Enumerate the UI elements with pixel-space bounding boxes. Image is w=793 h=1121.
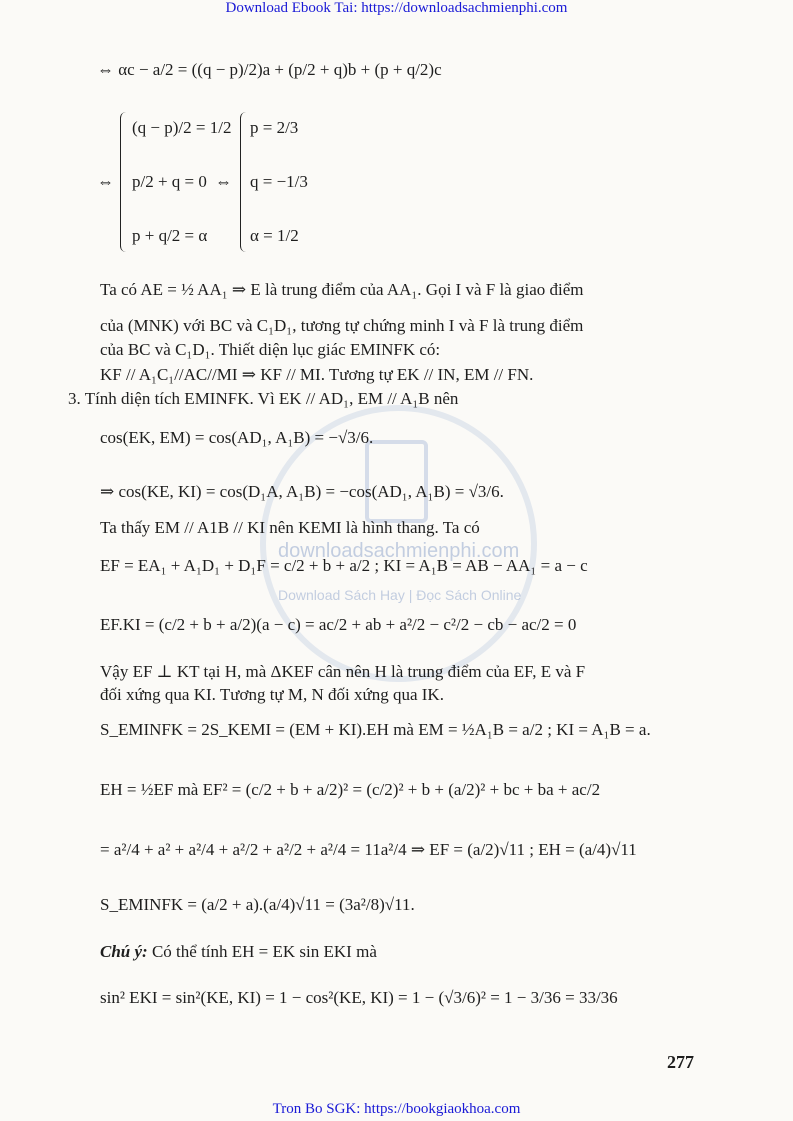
paragraph-line: của BC và C₁D₁. Thiết diện lục giác EMINFK có: [100,340,441,359]
paragraph-line: đối xứng qua KI. Tương tự M, N đối xứng qua IK. [100,685,444,704]
system1-eq2: p/2 + q = 0 [132,172,207,191]
equivalence-symbol-2: ⇔ [215,172,232,191]
equivalence-symbol: ⇔ [97,172,114,191]
sin-equation: sin² EKI = sin²(KE, KI) = 1 − cos²(KE, KI) = 1 − (√3/6)² = 1 − 3/36 = 33/36 [100,988,618,1007]
footer-link[interactable]: Tron Bo SGK: https://bookgiaokhoa.com [272,1101,521,1117]
cos-equation-1: cos(EK, EM) = cos(AD₁, A₁B) = −√3/6. [100,428,374,447]
area-equation-1: S_EMINFK = 2S_KEMI = (EM + KI).EH mà EM = ½A₁B = a/2 ; KI = A₁B = a. [100,720,651,739]
note-label: Chú ý: [100,942,148,961]
note-line [100,942,377,962]
watermark-text: downloadsachmienphi.com [278,540,520,562]
note-text: Có thể tính EH = EK sin EKI mà [147,942,377,961]
right-brace [240,112,247,252]
eh-equation: EH = ½EF mà EF² = (c/2 + b + a/2)² = (c/2)² + b + (a/2)² + bc + ba + ac/2 [100,780,601,799]
dot-product-equation: EF.KI = (c/2 + b + a/2)(a − c) = ac/2 + ab + a²/2 − c²/2 − cb − ac/2 = 0 [100,615,577,634]
header-link[interactable]: Download Ebook Tai: https://downloadsachmienphi.com [225,0,568,16]
system2-eq2: q = −1/3 [250,172,308,191]
system2-eq1: p = 2/3 [250,118,299,137]
cos-equation-2: ⇒ cos(KE, KI) = cos(D₁A, A₁B) = −cos(AD₁, A₁B) = √3/6. [100,482,504,501]
paragraph-line: của (MNK) với BC và C₁D₁, tương tự chứng minh I và F là trung điểm [100,316,584,335]
system1-eq1: (q − p)/2 = 1/2 [132,118,232,137]
equation-line-1: ⇔ αc − a/2 = ((q − p)/2)a + (p/2 + q)b + (p + q/2)c [97,60,442,79]
paragraph-line: Ta có AE = ½ AA₁ ⇒ E là trung điểm của AA₁. Gọi I và F là giao điểm [100,280,584,299]
system2-eq3: α = 1/2 [250,226,299,245]
system1-eq3: p + q/2 = α [132,226,208,245]
paragraph-line: Vậy EF ⊥ KT tại H, mà ΔKEF cân nên H là trung điểm của EF, E và F [100,662,586,681]
item-3-heading: 3. Tính diện tích EMINFK. Vì EK // AD₁, EM // A₁B nên [68,389,459,408]
left-brace [120,112,127,252]
watermark-subtext: Download Sách Hay | Đọc Sách Online [278,587,522,603]
paragraph-line: KF // A₁C₁//AC//MI ⇒ KF // MI. Tương tự EK // IN, EM // FN. [100,365,534,384]
area-equation-2: S_EMINFK = (a/2 + a).(a/4)√11 = (3a²/8)√11. [100,895,415,914]
sum-equation: = a²/4 + a² + a²/4 + a²/2 + a²/2 + a²/4 = 11a²/4 ⇒ EF = (a/2)√11 ; EH = (a/4)√11 [100,840,637,859]
paragraph-line: Ta thấy EM // A1B // KI nên KEMI là hình thang. Ta có [100,518,480,537]
vector-ef-equation: EF = EA₁ + A₁D₁ + D₁F = c/2 + b + a/2 ; KI = A₁B = AB − AA₁ = a − c [100,556,588,575]
page-number: 277 [667,1052,694,1072]
